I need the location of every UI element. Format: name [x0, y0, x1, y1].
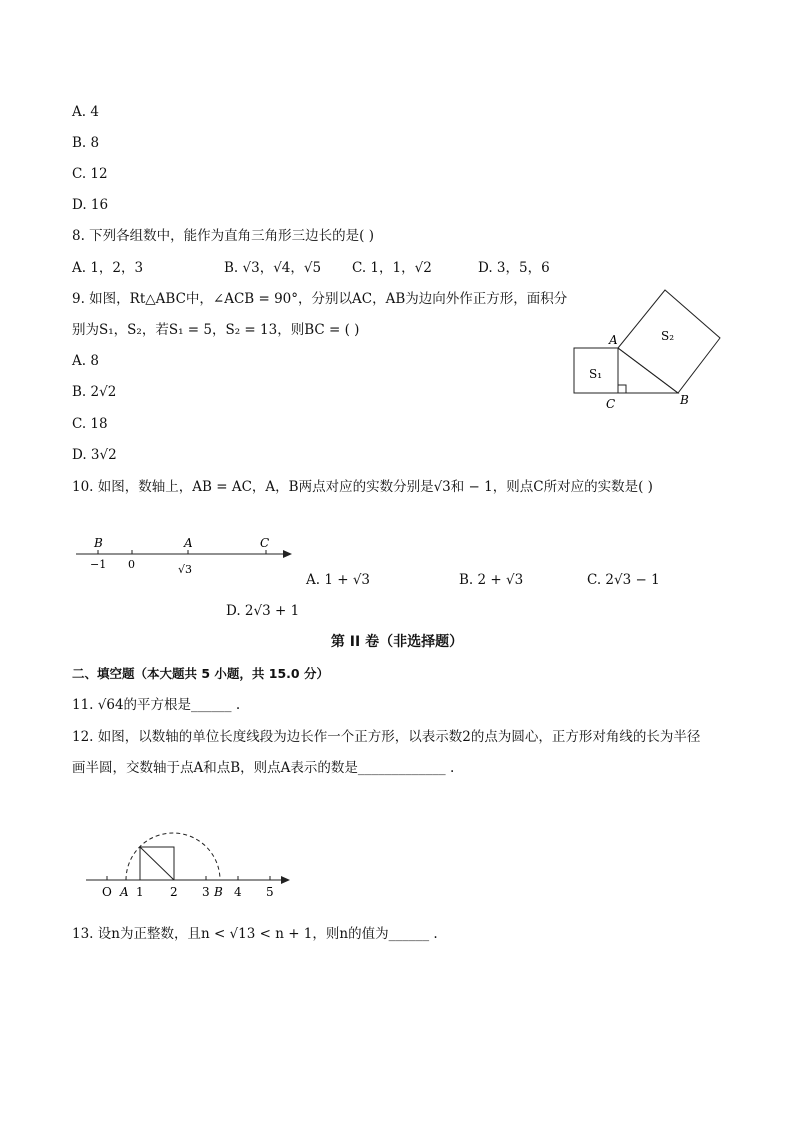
label-c: C: [260, 536, 270, 550]
label-sqrt3: √3: [178, 563, 193, 576]
label-s1: S₁: [589, 367, 603, 381]
label-c: C: [606, 397, 616, 411]
label-four: 4: [234, 885, 242, 899]
q8-option-b: B. √3，√4，√5: [224, 260, 322, 276]
q9-option-b: B. 2√2: [72, 384, 117, 400]
q9-stem-line1: 9. 如图，Rt△ABC中，∠ACB = 90°，分别以AC，AB为边向外作正方形，面积分: [72, 291, 568, 307]
q7-option-a: A. 4: [72, 104, 99, 120]
label-s2: S₂: [661, 329, 675, 343]
q10-option-c: C. 2√3 − 1: [587, 572, 660, 588]
label-five: 5: [266, 885, 274, 899]
q10-option-a: A. 1 + √3: [306, 572, 371, 588]
label-minus-one: −1: [90, 558, 107, 571]
label-b: B: [214, 885, 223, 899]
q12-line1: 12. 如图，以数轴的单位长度线段为边长作一个正方形，以表示数2的点为圆心，正方形对角线的长为半径: [72, 729, 701, 745]
q8-option-d: D. 3，5，6: [478, 260, 550, 276]
label-one: 1: [136, 885, 144, 899]
label-a: A: [120, 885, 129, 899]
label-a: A: [184, 536, 193, 550]
label-b: B: [680, 393, 689, 407]
q10-option-d: D. 2√3 + 1: [226, 603, 300, 619]
q10-stem: 10. 如图，数轴上，AB = AC，A，B两点对应的实数分别是√3和 − 1，则点C所对应的实数是( ): [72, 479, 653, 495]
label-zero: 0: [128, 558, 135, 571]
q8-stem: 8. 下列各组数中，能作为直角三角形三边长的是( ): [72, 228, 374, 244]
q9-figure: [560, 285, 740, 415]
q7-option-c: C. 12: [72, 166, 108, 182]
q8-option-c: C. 1，1，√2: [352, 260, 432, 276]
label-a: A: [609, 333, 618, 347]
q9-stem-line2: 别为S₁，S₂，若S₁ = 5，S₂ = 13，则BC = ( ): [72, 322, 360, 338]
q9-option-d: D. 3√2: [72, 447, 117, 463]
triangle-abc: [618, 348, 678, 393]
label-three: 3: [202, 885, 210, 899]
section-heading: 二、填空题（本大题共 5 小题，共 15.0 分）: [72, 666, 329, 681]
q13-text: 13. 设n为正整数，且n < √13 < n + 1，则n的值为______ .: [72, 926, 438, 942]
q11-text: 11. √64的平方根是______ .: [72, 697, 241, 713]
label-o: O: [102, 885, 112, 899]
q12-figure: [80, 828, 300, 903]
q7-option-b: B. 8: [72, 135, 100, 151]
label-b: B: [94, 536, 103, 550]
q9-option-c: C. 18: [72, 416, 108, 432]
q10-number-line: [70, 530, 300, 580]
q9-option-a: A. 8: [72, 353, 99, 369]
q10-option-b: B. 2 + √3: [459, 572, 524, 588]
q7-option-d: D. 16: [72, 197, 109, 213]
q12-line2: 画半圆，交数轴于点A和点B，则点A表示的数是_____________ .: [72, 760, 455, 776]
q8-option-a: A. 1，2，3: [72, 260, 144, 276]
label-two: 2: [170, 885, 178, 899]
section-title: 第 II 卷（非选择题）: [330, 634, 464, 650]
